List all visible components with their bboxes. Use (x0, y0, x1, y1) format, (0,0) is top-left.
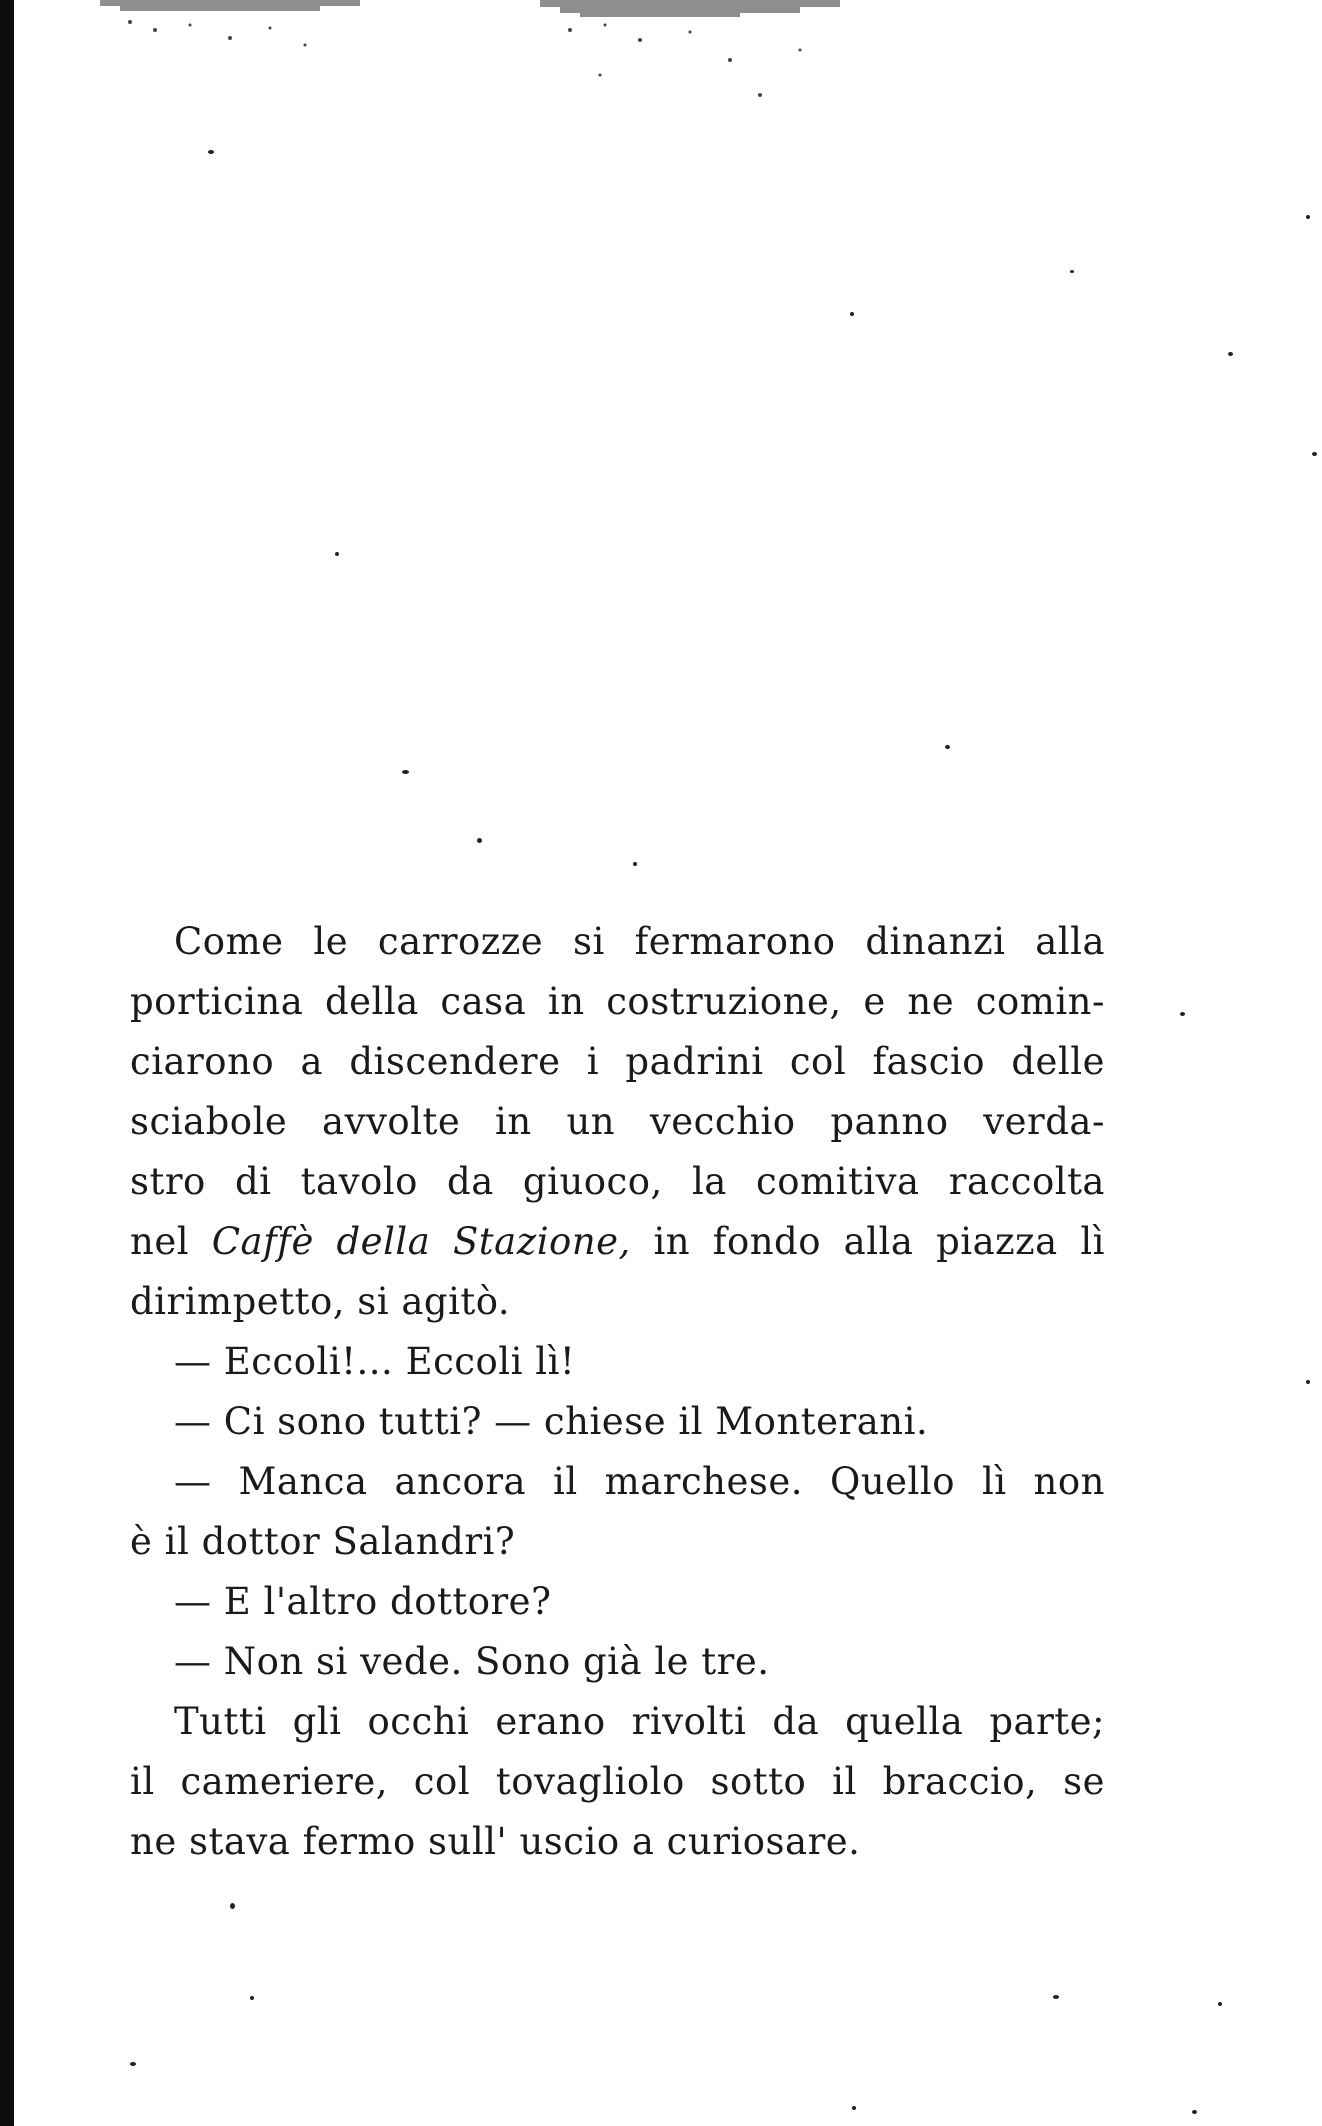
cafe-name: Caffè della Stazione, (211, 1220, 631, 1263)
scan-speck (1228, 352, 1233, 356)
scan-speck (402, 770, 409, 774)
book-passage (130, 912, 1105, 1872)
scan-speck (230, 1903, 235, 1909)
scan-speck (477, 838, 482, 843)
scan-speck (1180, 1012, 1185, 1016)
scan-speck (1306, 1380, 1310, 1384)
scan-speck (208, 150, 214, 154)
scan-noise-top (60, 0, 880, 110)
scan-speck (1070, 270, 1074, 273)
scan-speck (852, 2106, 856, 2110)
dialogue-line: — Manca ancora il marchese. Quello lì non (174, 1460, 1105, 1503)
dialogue-line: — E l'altro dottore? (174, 1580, 552, 1623)
scan-speck (1053, 1995, 1059, 1999)
text-segment: in fondo alla piazza lì (630, 1220, 1105, 1263)
scan-speck (1218, 2002, 1222, 2006)
scan-speck (1192, 2110, 1197, 2114)
scan-speck (335, 552, 339, 556)
text-segment: nel (130, 1220, 212, 1263)
scan-speck (850, 312, 854, 316)
text-line: stro di tavolo da giuoco, la comitiva raccolta (130, 1160, 1105, 1203)
scan-speck (250, 1996, 254, 2000)
dialogue-line: — Ci sono tutti? — chiese il Monterani. (174, 1400, 929, 1443)
dialogue-line: — Eccoli!... Eccoli lì! (174, 1340, 576, 1383)
dialogue-line: — Non si vede. Sono già le tre. (174, 1640, 770, 1683)
text-line: il cameriere, col tovagliolo sotto il braccio, se (130, 1760, 1105, 1803)
dialogue-line: è il dottor Salandri? (130, 1520, 516, 1563)
text-line: sciabole avvolte in un vecchio panno verda- (130, 1100, 1105, 1143)
text-line: Come le carrozze si fermarono dinanzi alla (174, 920, 1105, 963)
text-line: dirimpetto, si agitò. (130, 1280, 511, 1323)
scan-speck (130, 2062, 136, 2066)
text-line: porticina della casa in costruzione, e ne comin- (130, 980, 1105, 1023)
scan-speck (633, 862, 637, 866)
text-line: ne stava fermo sull' uscio a curiosare. (130, 1820, 861, 1863)
text-line: Tutti gli occhi erano rivolti da quella parte; (174, 1700, 1105, 1743)
text-line: ciarono a discendere i padrini col fascio delle (130, 1040, 1105, 1083)
scan-speck (945, 745, 950, 749)
scan-speck (1306, 215, 1310, 219)
scan-page-edge (0, 0, 14, 2126)
text-line (130, 1212, 1105, 1272)
scan-speck (1312, 452, 1317, 456)
